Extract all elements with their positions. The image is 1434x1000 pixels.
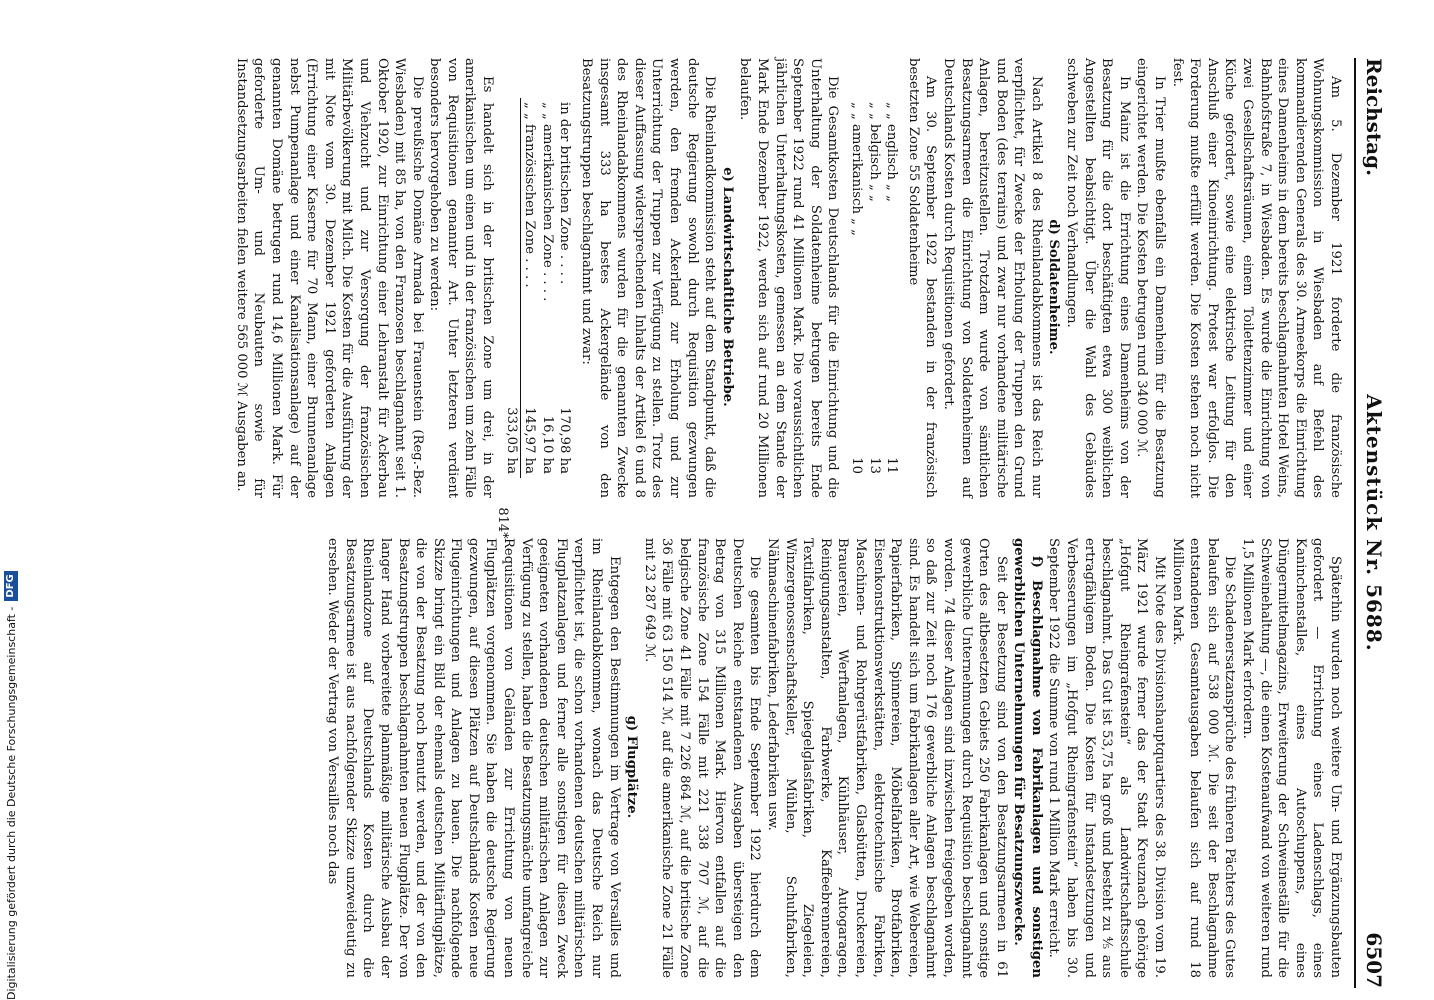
paragraph: Mit Note des Divisionshauptquartiers des 38. Division vom 19. März 1921 wurde ferner das der Stadt Kreuznach gehörige „Hofgut Rheingrafenstein“ als Landwirtschaftsschule beschlagnahmt. Das Gut ist 53,75 ha groß und besteht zu ⅘ aus ertragfähigem Boden. Die Kosten für Instandsetzungen und Verbesserungen im „Hofgut Rheingrafenstein“ haben bis 30. September 1922 die Summe von rund 1 Million Mark erreicht. <box>1046 538 1168 978</box>
paragraph: Die Rheinlandkommission steht auf dem Standpunkt, daß die deutsche Regierung sowohl durch Requisition gezwungen werden, den fremden Ackerland zur Erholung und zur Unterrichtung der Truppen zur Verfügung zu stellen. Trotz des dieser Auffassung widersprechenden Inhalts der Artikel 6 und 8 des Rheinlandabkommens wurden für die genannten Zwecke insgesamt 333 ha bestes Ackergelände von den Besatzungstruppen beschlagnahmt und zwar: <box>579 58 718 498</box>
digitization-credit <box>2 0 20 1000</box>
table-cell: 10 <box>848 457 864 474</box>
paragraph: Am 30. September 1922 bestanden in der französisch besetzten Zone 55 Soldatenheime <box>905 58 939 498</box>
header-rule <box>1354 58 1356 988</box>
paragraph: Die Gesamtkosten Deutschlands für die Einrichtung und die Unterhaltung der Soldatenheime betrugen bereits Ende September 1922 rund 41 Millionen Mark. Die voraussichtlichen jährlichen Unterhaltungskosten, gemessen an dem Stande der Mark Ende Dezember 1922, werden sich auf rund 20 Millionen belaufen. <box>737 58 841 498</box>
paragraph: Die preußische Domäne Armada bei Frauenstein (Reg.-Bez. Wiesbaden) mit 85 ha, von den Franzosen beschlagnahmt seit 1. Oktober 1920, zur Einrichtung einer Lehranstalt für Ackerbau und Viehzucht und zur Versorgung der französischen Militärbevölkerung mit Milch. Die Kosten für die Ausführung der mit Note vom 30. Dezember 1921 geforderten Anlagen (Errichtung einer Kaserne für 70 Mann, einer Brunnenanlage nebst Pumpenanlage und einer Kanalisationsanlage) auf der genannten Domäne betrugen rund 14,6 Millionen Mark. Für geforderte Um- und Neubauten sowie für Instandsetzungsarbeiten fielen weitere 565 000 ℳ Ausgaben an. <box>233 58 425 498</box>
page-number: 6507 <box>1362 932 1386 988</box>
table-total: 333,05 ha <box>502 377 520 478</box>
paragraph: Die gesamten bis Ende September 1922 hierdurch dem Deutschen Reiche entstandenen Ausgaben übersteigen den Betrag von 315 Millionen Mark. Hiervon entfallen auf die französische Zone 154 Fälle mit 221 338 707 ℳ, auf die belgische Zone 41 Fälle mit 7 226 864 ℳ, auf die britische Zone 36 Fälle mit 63 150 514 ℳ, auf die amerikanische Zone 21 Fälle mit 23 287 649 ℳ. <box>641 538 763 978</box>
section-heading: e) Landwirtschaftliche Betriebe. <box>719 167 735 407</box>
paragraph: Entgegen den Bestimmungen im Vertrage von Versailles und im Rheinlandabkommen, wonach das Deutsche Reich nur verpflichtet ist, die schon vorhandenen deutschen militärischen Flugplatzanlagen und ferner alle sonstigen für diesen Zweck geeigneten vorhandenen deutschen militärischen Anlagen zur Verfügung zu stellen, haben die Besatzungsmächte umfangreiche Requisitionen von Geländen zur Errichtung von neuen Flugplätzen vorgenommen. Sie haben die deutsche Regierung gezwungen, auf diesen Plätzen auf Deutschlands Kosten neue Flugeinrichtungen und Anlagen zu bauen. Die nachfolgende Skizze bringt ein Bild der ehemals deutschen Militärflugplätze, die von der Besatzung noch benutzt werden, und der von den Besatzungstruppen beschlagnahmten neuen Flugplätze. Der von langer Hand vorbereitete planmäßige militärische Ausbau der Rheinlandzone auf Deutschlands Kosten durch die Besatzungsarmee ist aus nachfolgender Skizze unzweideutig zu ersehen. Weder der Vertrag von Versailles noch das <box>325 538 622 978</box>
header-title: Aktenstück Nr. 5688. <box>1362 394 1386 652</box>
table-row <box>865 98 883 478</box>
dfg-logo-icon: DFG <box>4 571 18 600</box>
table-row <box>847 98 865 478</box>
table-row <box>520 98 538 478</box>
soldatenheime-table <box>847 98 900 478</box>
paragraph: In Mainz ist die Errichtung eines Damenheims von der Besatzung für die dort beschäftigten etwa 300 weiblichen Angestellten beabsichtigt. Über die Wahl des Gebäudes schweben zur Zeit noch Verhandlungen. <box>1064 58 1132 498</box>
section-heading: f) Beschlagnahme von Fabrikanlagen und sonstigen gewerblichen Unternehmungen für Besatzungszwecke. <box>1011 538 1044 978</box>
header-left: Reichstag. <box>1362 58 1386 177</box>
paragraph: Seit der Besetzung sind von den Besatzungsarmeen in 61 Orten des altbesetzten Gebiets 250 Fabrikanlagen und sonstige gewerbliche Unternehmungen durch Requisition beschlagnahmt worden. 74 dieser Anlagen sind inzwischen freigegeben worden, so daß zur Zeit noch 176 gewerbliche Anlagen beschlagnahmt sind. Es handelt sich um Fabrikanlagen aller Art, wie Webereien, Papierfabriken, Spinnereien, Möbelfabriken, Brotfabriken, Eisenkonstruktionswerkstätten, elektrotechnische Fabriken, Maschinen- und Rohrgerüstfabriken, Glasbütten, Druckereien, Brauereien, Werftanlagen, Kühlhäuser, Autogaragen, Reinigungsanstalten, Farbwerke, Kaffeebrennereien, Textilfabriken, Spiegelglasfabriken, Ziegeleien, Winzergenossenschaftskeller, Mühlen, Schuhfabriken, Nähmaschinenfabriken, Lederfabriken usw. <box>765 538 1009 978</box>
paragraph: Es handelt sich in der britischen Zone um drei, in der amerikanischen um einen und in der französischen um zehn Fälle von Requisitionen genannter Art. Unter letzteren verdient besonders hervorgehoben zu werden: <box>427 58 496 498</box>
paragraph: Nach Artikel 8 des Rheinlandabkommens ist das Reich nur verpflichtet, für Zwecke der Erholung der Truppen den Grund und Boden (des terrains) und zwar nur vorhandene militärische Anlagen, bereitzustellen. Trotzdem wurde von sämtlichen Besatzungsarmeen die Einrichtung von Soldatenheimen auf Deutschlands Kosten durch Requisitionen gefordert. <box>940 58 1044 498</box>
table-cell: 16,10 ha <box>539 415 555 474</box>
table-cell: „ „ englisch „ „ <box>884 102 900 202</box>
credit-text: Digitalisierung gefördert durch die Deutsche Forschungsgemeinschaft - <box>4 606 18 1000</box>
page-header <box>1356 58 1390 988</box>
sheet-number: 814* <box>495 507 510 539</box>
table-cell: „ „ amerikanischen Zone . . . . <box>539 102 555 302</box>
left-column <box>232 58 1344 498</box>
table-row <box>556 98 574 478</box>
table-cell: „ „ französischen Zone . . . . <box>522 102 538 288</box>
table-cell: in der britischen Zone . . . . <box>557 102 573 285</box>
table-cell: 145,97 ha <box>522 407 538 474</box>
table-row <box>883 98 901 478</box>
paragraph: Späterhin wurden noch weitere Um- und Ergänzungsbauten gefordert — Errichtung eines Ladenschlags, eines Kaninchenstalles, eines Autoschuppens, eines Düngermittelmagazins, Erweiterung der Schweineställe für die Schweinehaltung —, die einen Kostenaufwand von weiteren rund 1,5 Millionen Mark erfordern. <box>1240 538 1343 978</box>
table-row <box>538 98 556 478</box>
table-cell: 170,98 ha <box>557 407 573 474</box>
section-heading: g) Flugplätze. <box>624 715 640 819</box>
zones-table <box>502 98 573 478</box>
table-cell: 11 <box>884 457 900 474</box>
paragraph: Die Schadenersatzansprüche des früheren Pächters des Gutes belaufen sich auf 538 000 ℳ. Die seit der Beschlagnahme entstandenen Gesamtausgaben belaufen sich auf rund 18 Millionen Mark. <box>1169 538 1238 978</box>
table-cell: „ „ amerikanisch „ „ <box>848 102 864 236</box>
table-cell: 13 <box>866 457 882 474</box>
printed-sheet <box>100 58 1390 988</box>
paragraph: Am 5. Dezember 1921 forderte die französische Wohnungskommission in Wiesbaden auf Befehl des kommandierenden Generals des 30. Armeekorps die Einrichtung eines Damenheims in dem bereits beschlagnahmten Hotel Weins, Bahnhofstraße 7, in Wiesbaden. Es wurde die Einrichtung von zwei Gesellschaftsräumen, einem Toilettenzimmer und einer Küche gefordert, sowie eine elektrische Leitung für den Anschluß einer Kinoeinrichtung. Protest war erfolglos. Die Forderung mußte erfüllt werden. Die Kosten stehen noch nicht fest. <box>1169 58 1343 498</box>
table-cell: „ „ belgisch „ „ <box>866 102 882 202</box>
section-heading: d) Soldatenheime. <box>1046 219 1062 355</box>
paragraph: In Trier mußte ebenfalls ein Damenheim für die Besatzung eingerichtet werden. Die Kosten betrugen rund 340 000 ℳ. <box>1134 58 1168 498</box>
right-column <box>324 538 1344 978</box>
